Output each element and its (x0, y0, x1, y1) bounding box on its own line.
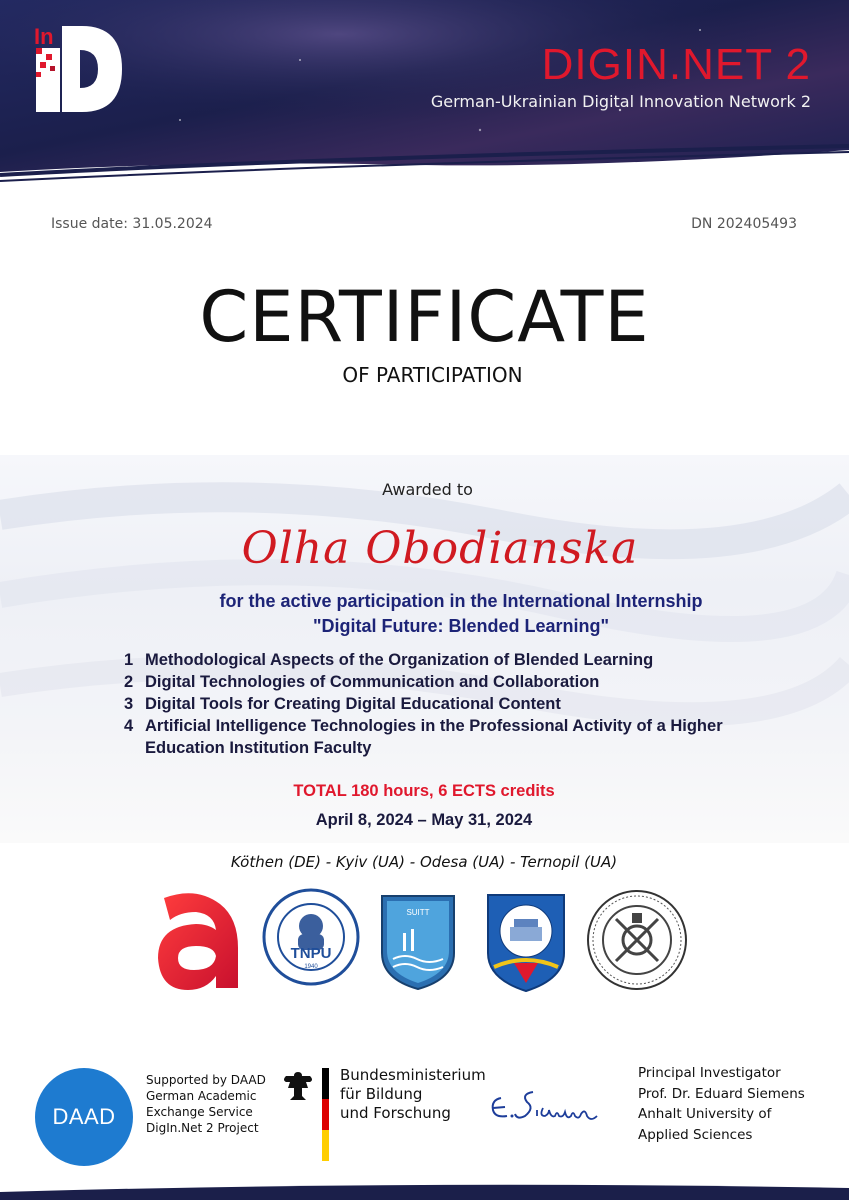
issue-label: Issue date: (51, 216, 128, 232)
module-title: Methodological Aspects of the Organization of Blended Learning (145, 651, 654, 669)
footer-bar (0, 1182, 849, 1200)
supported-line: Supported by DAAD (146, 1073, 266, 1087)
module-number: 3 (124, 695, 134, 713)
participation-line: for the active participation in the International Internship (219, 591, 703, 611)
supported-by-text (146, 1072, 266, 1136)
issue-date (51, 216, 213, 232)
tnpu-year: 1940 (304, 964, 318, 970)
list-item (124, 693, 784, 715)
pi-line: Principal Investigator (638, 1065, 781, 1081)
supported-line: Exchange Service (146, 1105, 253, 1119)
module-list (124, 649, 784, 759)
pi-line: Prof. Dr. Eduard Siemens (638, 1085, 805, 1102)
logo-prefix: In (34, 24, 54, 49)
recipient-name: Olha Obodianska (241, 523, 639, 574)
module-title: Artificial Intelligence Technologies in the Professional Activity of a Higher Education Institution Faculty (145, 717, 723, 757)
german-flag-stripe (322, 1068, 329, 1161)
issue-date-value: 31.05.2024 (132, 216, 213, 232)
brand-subtitle: German-Ukrainian Digital Innovation Network 2 (430, 92, 811, 111)
suitt-logo-icon (379, 893, 457, 991)
tnpu-label: TNPU (290, 945, 332, 962)
certificate-title: CERTIFICATE (199, 276, 650, 358)
suitt-label: SUITT (406, 908, 430, 917)
internship-period: April 8, 2024 – May 31, 2024 (315, 811, 533, 829)
cities-line: Köthen (DE) - Kyiv (UA) - Odesa (UA) - Ternopil (UA) (230, 853, 618, 871)
bmbf-line: Bundesministerium (340, 1066, 486, 1084)
total-hours: TOTAL 180 hours, 6 ECTS credits (293, 782, 555, 800)
daad-logo (35, 1068, 133, 1166)
brand-title: DIGIN.NET 2 (541, 40, 811, 89)
module-title: Digital Tools for Creating Digital Educational Content (145, 695, 561, 713)
internship-title: "Digital Future: Blended Learning" (312, 616, 610, 636)
supported-line: DigIn.Net 2 Project (146, 1121, 259, 1135)
list-item (124, 671, 784, 693)
module-title: Digital Technologies of Communication and Collaboration (145, 673, 600, 691)
module-number: 2 (124, 673, 134, 691)
tnpu-logo-icon (262, 888, 360, 986)
bmbf-line: für Bildung (340, 1085, 423, 1103)
signature-image (485, 1080, 607, 1132)
awarded-to-label: Awarded to (382, 480, 473, 499)
anhalt-logo-icon (156, 890, 242, 992)
module-number: 4 (124, 717, 134, 735)
ternopil-university-seal-icon (586, 889, 688, 991)
bmbf-line: und Forschung (340, 1104, 451, 1122)
document-number: DN 202405493 (691, 216, 797, 232)
pi-line: Anhalt University of (638, 1106, 772, 1122)
module-number: 1 (124, 651, 134, 669)
daad-label: DAAD (52, 1104, 116, 1129)
odesa-university-logo-icon (484, 891, 568, 993)
supported-line: German Academic (146, 1089, 257, 1103)
participation-statement (0, 589, 849, 639)
list-item (124, 649, 784, 671)
bmbf-text (340, 1066, 486, 1123)
list-item (124, 715, 784, 759)
certificate-subtitle: OF PARTICIPATION (342, 363, 523, 387)
principal-investigator (638, 1063, 805, 1145)
federal-eagle-icon (280, 1068, 316, 1104)
pi-line: Applied Sciences (638, 1126, 753, 1143)
header-banner (0, 0, 849, 185)
